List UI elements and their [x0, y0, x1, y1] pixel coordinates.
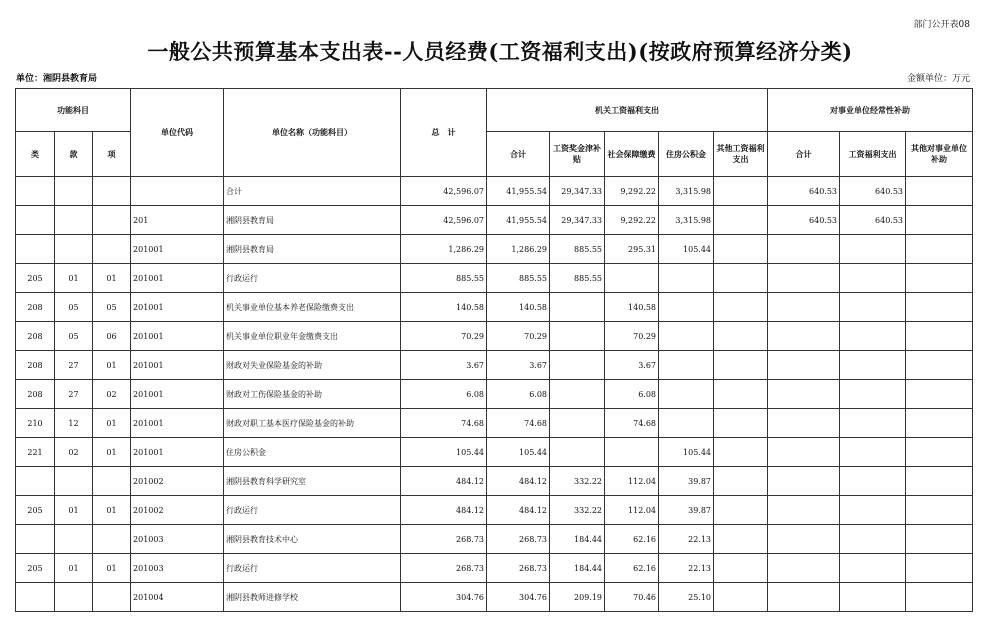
table-row	[16, 322, 973, 351]
cell-jg-social	[605, 438, 659, 467]
cell-sy-other	[906, 583, 973, 612]
cell-jg-other	[714, 554, 768, 583]
header-lei: 类	[16, 132, 55, 177]
cell-name: 财政对职工基本医疗保险基金的补助	[224, 409, 401, 438]
cell-total: 42,596.07	[401, 177, 487, 206]
cell-name: 住房公积金	[224, 438, 401, 467]
cell-code: 201001	[131, 235, 224, 264]
cell-sy-salary	[840, 409, 906, 438]
cell-sy-total	[768, 351, 840, 380]
table-row	[16, 438, 973, 467]
cell-kuan	[55, 583, 93, 612]
cell-lei	[16, 467, 55, 496]
cell-jg-salary	[550, 351, 605, 380]
cell-jg-other	[714, 409, 768, 438]
cell-jg-salary: 885.55	[550, 264, 605, 293]
table-row	[16, 293, 973, 322]
cell-jg-salary	[550, 409, 605, 438]
cell-jg-total: 41,955.54	[487, 177, 550, 206]
cell-sy-total	[768, 438, 840, 467]
cell-sy-other	[906, 235, 973, 264]
cell-jg-housing	[659, 380, 714, 409]
cell-sy-total	[768, 409, 840, 438]
cell-jg-social: 70.46	[605, 583, 659, 612]
cell-sy-other	[906, 351, 973, 380]
cell-jg-salary	[550, 293, 605, 322]
cell-jg-total: 484.12	[487, 496, 550, 525]
cell-sy-salary	[840, 467, 906, 496]
cell-jg-other	[714, 496, 768, 525]
cell-total: 268.73	[401, 554, 487, 583]
cell-jg-salary: 209.19	[550, 583, 605, 612]
cell-jg-social: 62.16	[605, 525, 659, 554]
cell-kuan: 01	[55, 264, 93, 293]
cell-kuan: 02	[55, 438, 93, 467]
table-row	[16, 467, 973, 496]
cell-jg-other	[714, 206, 768, 235]
cell-code: 201	[131, 206, 224, 235]
cell-total: 885.55	[401, 264, 487, 293]
cell-lei	[16, 525, 55, 554]
cell-total: 304.76	[401, 583, 487, 612]
cell-sy-other	[906, 322, 973, 351]
cell-sy-salary	[840, 496, 906, 525]
cell-xiang	[93, 206, 131, 235]
cell-jg-social: 6.08	[605, 380, 659, 409]
cell-jg-housing	[659, 293, 714, 322]
cell-sy-total	[768, 583, 840, 612]
table-row	[16, 264, 973, 293]
cell-lei: 205	[16, 264, 55, 293]
cell-name: 湘阴县教育科学研究室	[224, 467, 401, 496]
header-jg-social: 社会保障缴费	[605, 132, 659, 177]
cell-jg-total: 268.73	[487, 525, 550, 554]
cell-jg-salary: 885.55	[550, 235, 605, 264]
cell-name: 行政运行	[224, 496, 401, 525]
cell-kuan: 12	[55, 409, 93, 438]
cell-lei: 210	[16, 409, 55, 438]
cell-lei: 221	[16, 438, 55, 467]
cell-xiang	[93, 525, 131, 554]
cell-jg-housing: 25.10	[659, 583, 714, 612]
cell-jg-housing	[659, 322, 714, 351]
cell-name: 湘阴县教师进修学校	[224, 583, 401, 612]
form-number: 部门公开表08	[913, 20, 970, 30]
cell-name: 行政运行	[224, 554, 401, 583]
cell-sy-other	[906, 206, 973, 235]
cell-code: 201003	[131, 525, 224, 554]
cell-sy-salary	[840, 438, 906, 467]
header-sy-other: 其他对事业单位补助	[906, 132, 973, 177]
cell-jg-salary	[550, 322, 605, 351]
cell-sy-salary	[840, 554, 906, 583]
cell-sy-other	[906, 293, 973, 322]
cell-jg-social: 112.04	[605, 467, 659, 496]
cell-xiang	[93, 467, 131, 496]
cell-sy-other	[906, 409, 973, 438]
cell-jg-housing: 105.44	[659, 438, 714, 467]
cell-jg-social: 295.31	[605, 235, 659, 264]
header-shiye: 对事业单位经常性补助	[768, 89, 973, 132]
cell-total: 3.67	[401, 351, 487, 380]
cell-sy-salary	[840, 380, 906, 409]
cell-xiang: 01	[93, 409, 131, 438]
cell-kuan	[55, 235, 93, 264]
cell-sy-total: 640.53	[768, 206, 840, 235]
header-kuan: 款	[55, 132, 93, 177]
cell-kuan: 01	[55, 554, 93, 583]
cell-jg-social	[605, 264, 659, 293]
cell-jg-social: 140.58	[605, 293, 659, 322]
cell-xiang	[93, 177, 131, 206]
cell-lei	[16, 177, 55, 206]
cell-code: 201003	[131, 554, 224, 583]
cell-xiang: 01	[93, 351, 131, 380]
cell-jg-total: 268.73	[487, 554, 550, 583]
cell-sy-salary	[840, 351, 906, 380]
header-unit-code: 单位代码	[131, 89, 224, 177]
header-jiguan: 机关工资福利支出	[487, 89, 768, 132]
table-row	[16, 409, 973, 438]
cell-jg-total: 70.29	[487, 322, 550, 351]
page-title: 一般公共预算基本支出表--人员经费(工资福利支出)(按政府预算经济分类)	[147, 39, 853, 64]
cell-sy-salary	[840, 293, 906, 322]
cell-jg-salary: 332.22	[550, 496, 605, 525]
cell-lei: 205	[16, 496, 55, 525]
cell-kuan	[55, 177, 93, 206]
cell-sy-total	[768, 525, 840, 554]
cell-total: 268.73	[401, 525, 487, 554]
cell-jg-social: 70.29	[605, 322, 659, 351]
cell-jg-salary: 184.44	[550, 554, 605, 583]
cell-code: 201002	[131, 467, 224, 496]
cell-xiang: 01	[93, 438, 131, 467]
cell-code: 201001	[131, 264, 224, 293]
cell-total: 484.12	[401, 467, 487, 496]
cell-jg-other	[714, 583, 768, 612]
cell-code: 201001	[131, 438, 224, 467]
cell-code: 201001	[131, 351, 224, 380]
cell-total: 484.12	[401, 496, 487, 525]
cell-sy-total	[768, 264, 840, 293]
cell-name: 湘阴县教育技术中心	[224, 525, 401, 554]
cell-sy-other	[906, 380, 973, 409]
cell-kuan: 27	[55, 380, 93, 409]
cell-jg-total: 885.55	[487, 264, 550, 293]
budget-table	[15, 88, 973, 612]
cell-xiang: 06	[93, 322, 131, 351]
cell-sy-salary: 640.53	[840, 206, 906, 235]
cell-lei: 205	[16, 554, 55, 583]
cell-name: 合计	[224, 177, 401, 206]
cell-sy-salary	[840, 322, 906, 351]
cell-jg-total: 3.67	[487, 351, 550, 380]
table-row	[16, 583, 973, 612]
cell-kuan: 27	[55, 351, 93, 380]
cell-lei: 208	[16, 293, 55, 322]
cell-jg-total: 6.08	[487, 380, 550, 409]
cell-sy-other	[906, 264, 973, 293]
cell-total: 6.08	[401, 380, 487, 409]
cell-sy-salary: 640.53	[840, 177, 906, 206]
cell-lei: 208	[16, 351, 55, 380]
cell-jg-other	[714, 525, 768, 554]
table-row	[16, 235, 973, 264]
cell-sy-other	[906, 554, 973, 583]
cell-jg-salary: 29,347.33	[550, 206, 605, 235]
cell-sy-other	[906, 438, 973, 467]
cell-sy-other	[906, 467, 973, 496]
cell-jg-total: 105.44	[487, 438, 550, 467]
table-row	[16, 496, 973, 525]
cell-name: 行政运行	[224, 264, 401, 293]
cell-jg-social: 9,292.22	[605, 177, 659, 206]
table-row	[16, 351, 973, 380]
cell-jg-other	[714, 264, 768, 293]
cell-jg-social: 9,292.22	[605, 206, 659, 235]
header-jg-other: 其他工资福利支出	[714, 132, 768, 177]
table-row	[16, 525, 973, 554]
header-jg-total: 合计	[487, 132, 550, 177]
cell-lei	[16, 206, 55, 235]
cell-code	[131, 177, 224, 206]
header-unit-name: 单位名称（功能科目）	[224, 89, 401, 177]
cell-code: 201001	[131, 322, 224, 351]
cell-total: 70.29	[401, 322, 487, 351]
cell-kuan: 05	[55, 293, 93, 322]
header-total: 总 计	[401, 89, 487, 177]
cell-code: 201002	[131, 496, 224, 525]
cell-sy-total	[768, 322, 840, 351]
cell-code: 201001	[131, 380, 224, 409]
cell-sy-total: 640.53	[768, 177, 840, 206]
unit-label: 单位：湘阴县教育局	[16, 74, 98, 84]
cell-name: 机关事业单位基本养老保险缴费支出	[224, 293, 401, 322]
cell-jg-other	[714, 177, 768, 206]
cell-total: 140.58	[401, 293, 487, 322]
cell-jg-salary: 184.44	[550, 525, 605, 554]
cell-xiang: 05	[93, 293, 131, 322]
cell-kuan	[55, 525, 93, 554]
cell-jg-total: 140.58	[487, 293, 550, 322]
header-jg-housing: 住房公积金	[659, 132, 714, 177]
cell-jg-housing	[659, 351, 714, 380]
cell-jg-housing	[659, 264, 714, 293]
cell-xiang: 01	[93, 264, 131, 293]
table-row	[16, 380, 973, 409]
cell-jg-salary	[550, 380, 605, 409]
cell-lei: 208	[16, 322, 55, 351]
cell-total: 42,596.07	[401, 206, 487, 235]
cell-jg-housing: 3,315.98	[659, 177, 714, 206]
cell-sy-total	[768, 467, 840, 496]
cell-lei	[16, 583, 55, 612]
table-row	[16, 206, 973, 235]
cell-sy-total	[768, 380, 840, 409]
cell-jg-other	[714, 235, 768, 264]
cell-jg-total: 74.68	[487, 409, 550, 438]
table-row	[16, 177, 973, 206]
cell-jg-salary: 332.22	[550, 467, 605, 496]
cell-kuan: 05	[55, 322, 93, 351]
cell-sy-other	[906, 496, 973, 525]
cell-sy-salary	[840, 264, 906, 293]
cell-jg-housing	[659, 409, 714, 438]
cell-jg-salary	[550, 438, 605, 467]
header-sy-total: 合计	[768, 132, 840, 177]
table-row	[16, 554, 973, 583]
header-sy-salary: 工资福利支出	[840, 132, 906, 177]
cell-jg-total: 304.76	[487, 583, 550, 612]
cell-jg-housing: 22.13	[659, 525, 714, 554]
cell-name: 财政对工伤保险基金的补助	[224, 380, 401, 409]
cell-jg-housing: 22.13	[659, 554, 714, 583]
cell-kuan	[55, 206, 93, 235]
cell-jg-housing: 105.44	[659, 235, 714, 264]
cell-jg-housing: 39.87	[659, 496, 714, 525]
cell-jg-social: 112.04	[605, 496, 659, 525]
cell-name: 财政对失业保险基金的补助	[224, 351, 401, 380]
cell-sy-total	[768, 554, 840, 583]
cell-sy-other	[906, 525, 973, 554]
cell-jg-social: 3.67	[605, 351, 659, 380]
cell-sy-total	[768, 293, 840, 322]
cell-jg-social: 74.68	[605, 409, 659, 438]
cell-lei: 208	[16, 380, 55, 409]
cell-jg-other	[714, 380, 768, 409]
cell-total: 105.44	[401, 438, 487, 467]
cell-code: 201001	[131, 409, 224, 438]
cell-lei	[16, 235, 55, 264]
cell-jg-salary: 29,347.33	[550, 177, 605, 206]
header-xiang: 项	[93, 132, 131, 177]
cell-total: 74.68	[401, 409, 487, 438]
money-unit-label: 金额单位：万元	[906, 74, 970, 84]
cell-jg-other	[714, 322, 768, 351]
cell-kuan: 01	[55, 496, 93, 525]
cell-sy-total	[768, 496, 840, 525]
cell-xiang: 02	[93, 380, 131, 409]
cell-xiang: 01	[93, 496, 131, 525]
cell-name: 机关事业单位职业年金缴费支出	[224, 322, 401, 351]
cell-jg-housing: 39.87	[659, 467, 714, 496]
cell-jg-other	[714, 351, 768, 380]
cell-code: 201004	[131, 583, 224, 612]
cell-sy-salary	[840, 235, 906, 264]
cell-xiang	[93, 235, 131, 264]
header-jg-salary: 工资奖金津补贴	[550, 132, 605, 177]
header-func-subject: 功能科目	[16, 89, 131, 132]
cell-jg-housing: 3,315.98	[659, 206, 714, 235]
cell-jg-other	[714, 467, 768, 496]
cell-jg-total: 1,286.29	[487, 235, 550, 264]
cell-kuan	[55, 467, 93, 496]
cell-sy-other	[906, 177, 973, 206]
cell-jg-other	[714, 438, 768, 467]
cell-jg-total: 484.12	[487, 467, 550, 496]
cell-xiang: 01	[93, 554, 131, 583]
cell-code: 201001	[131, 293, 224, 322]
cell-jg-social: 62.16	[605, 554, 659, 583]
cell-sy-total	[768, 235, 840, 264]
cell-total: 1,286.29	[401, 235, 487, 264]
cell-name: 湘阴县教育局	[224, 206, 401, 235]
cell-jg-total: 41,955.54	[487, 206, 550, 235]
cell-jg-other	[714, 293, 768, 322]
cell-sy-salary	[840, 583, 906, 612]
cell-sy-salary	[840, 525, 906, 554]
cell-name: 湘阴县教育局	[224, 235, 401, 264]
cell-xiang	[93, 583, 131, 612]
